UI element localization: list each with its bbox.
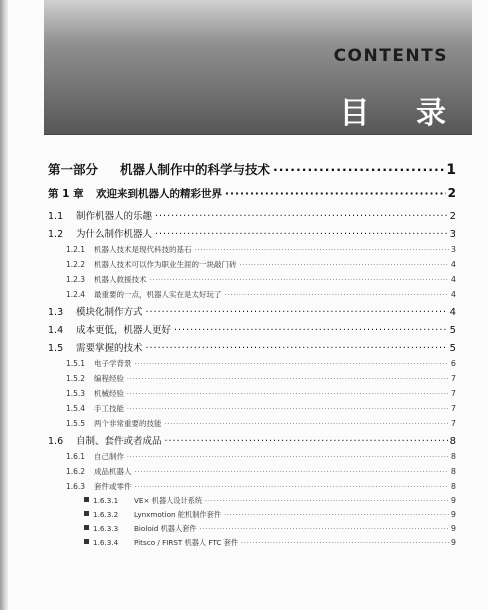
toc-entry-number: 1.2.4 (66, 290, 86, 299)
toc-entry-title: VE× 机器人设计系统 (134, 496, 203, 505)
dot-leader (146, 307, 448, 318)
toc-entry-subsub[interactable] (48, 524, 456, 538)
toc-entry-number (84, 524, 134, 533)
toc-entry-number (84, 510, 134, 519)
toc-entry-title: 成本更低，机器人更好 (76, 325, 172, 336)
toc-entry-chap[interactable] (48, 186, 456, 208)
toc-entry-title: 手工技能 (94, 404, 124, 413)
toc-entry-number: 1.5.3 (66, 389, 86, 398)
toc-entry-number-text: 1.6.3.1 (93, 496, 119, 505)
dot-leader (241, 538, 449, 547)
dot-leader (225, 290, 449, 299)
toc-entry-page: 4 (450, 260, 456, 269)
toc-entry-number-text: 1.6.3.2 (93, 510, 119, 519)
toc-entry-number: 1.6 (48, 436, 64, 447)
toc-entry-sub[interactable] (48, 244, 456, 259)
toc-entry-page: 7 (450, 419, 456, 428)
toc-entry-title: 自己制作 (94, 452, 124, 461)
toc-entry-page: 7 (450, 404, 456, 413)
toc-entry-number: 第一部分 (48, 162, 99, 177)
toc-entry-sub[interactable] (48, 289, 456, 304)
toc-entry-title: 两个非常重要的技能 (94, 419, 162, 428)
toc-entry-number: 1.2.3 (66, 275, 86, 284)
toc-entry-sub[interactable] (48, 466, 456, 481)
toc-entry-title: 需要掌握的技术 (76, 343, 143, 354)
toc-entry-title: 机器人救援技术 (94, 275, 147, 284)
toc-entry-number: 1.2 (48, 229, 64, 240)
toc-entry-page: 8 (450, 452, 456, 461)
dot-leader (155, 211, 448, 222)
toc-entry-title: Pitsco / FIRST 机器人 FTC 套件 (134, 538, 239, 547)
dot-leader (240, 260, 449, 269)
dot-leader (155, 229, 448, 240)
dot-leader (150, 275, 449, 284)
toc-entry-title: 机械经验 (94, 389, 124, 398)
toc-entry-page: 4 (450, 290, 456, 299)
toc-entry-title: 机器人技术是现代科技的基石 (94, 245, 192, 254)
toc-entry-title: 模块化制作方式 (76, 307, 143, 318)
toc-entry-number: 1.3 (48, 307, 64, 318)
toc-entry-page: 9 (450, 524, 456, 533)
toc-entry-number: 第 1 章 (48, 188, 84, 200)
toc-entry-subsub[interactable] (48, 538, 456, 552)
toc-entry-number: 1.5.1 (66, 359, 86, 368)
toc-entry-page: 3 (450, 245, 456, 254)
toc-entry-page: 2 (447, 186, 456, 200)
toc-entry-title: Bioloid 机器人套件 (134, 524, 197, 533)
toc-entry-sub[interactable] (48, 388, 456, 403)
dot-leader (195, 245, 449, 254)
toc-entry-sub[interactable] (48, 259, 456, 274)
toc-entry-title: 制作机器人的乐趣 (76, 211, 153, 222)
toc-entry-title: 机器人制作中的科学与技术 (120, 162, 271, 177)
book-spine-shadow (0, 0, 8, 610)
toc-entry-number: 1.6.2 (66, 467, 86, 476)
dot-leader (127, 404, 449, 413)
dot-leader (146, 343, 448, 354)
toc-entry-title: 自制、套件或者成品 (76, 436, 162, 447)
dot-leader (174, 325, 448, 336)
contents-label: CONTENTS (333, 46, 448, 66)
toc-entry-page: 5 (449, 325, 456, 336)
toc-entry-page: 2 (449, 211, 456, 222)
toc-entry-page: 9 (450, 538, 456, 547)
toc-entry-number (84, 538, 134, 547)
dot-leader (127, 452, 449, 461)
toc-entry-sec[interactable] (48, 226, 456, 244)
toc-entry-number: 1.2.2 (66, 260, 86, 269)
toc-entry-title: 电子学背景 (94, 359, 132, 368)
toc-entry-number: 1.5 (48, 343, 64, 354)
toc-entry-page: 1 (446, 162, 456, 178)
dot-leader (135, 359, 449, 368)
square-bullet-icon (84, 511, 89, 516)
toc-entry-title: Lynxmotion 舵机制作套件 (134, 510, 221, 519)
square-bullet-icon (84, 525, 89, 530)
dot-leader (224, 510, 449, 519)
toc-entry-sub[interactable] (48, 358, 456, 373)
toc-entry-number: 1.1 (48, 211, 64, 222)
toc-entry-sec[interactable] (48, 433, 456, 451)
toc-entry-page: 9 (450, 496, 456, 505)
toc-entry-sub[interactable] (48, 451, 456, 466)
dot-leader (165, 419, 449, 428)
dot-leader (273, 162, 444, 177)
toc-entry-sec[interactable] (48, 208, 456, 226)
toc-entry-sec[interactable] (48, 322, 456, 340)
toc-entry-sub[interactable] (48, 274, 456, 289)
toc-entry-page: 6 (450, 359, 456, 368)
toc-entry-number-text: 1.6.3.3 (93, 524, 119, 533)
toc-entry-number (84, 496, 134, 505)
dot-leader (165, 436, 448, 447)
toc-entry-page: 8 (450, 467, 456, 476)
toc-entry-page: 7 (450, 374, 456, 383)
toc-entry-number: 1.6.1 (66, 452, 86, 461)
toc-entry-title: 最重要的一点，机器人实在是太好玩了 (94, 290, 222, 299)
toc-entry-number-text: 1.6.3.4 (93, 538, 119, 547)
toc-entry-sub[interactable] (48, 481, 456, 496)
dot-leader (127, 374, 449, 383)
toc-entry-title: 套件或零件 (94, 482, 132, 491)
toc-entry-number: 1.5.5 (66, 419, 86, 428)
toc-entry-sec[interactable] (48, 340, 456, 358)
toc-entry-title: 编程经验 (94, 374, 124, 383)
toc-entry-sub[interactable] (48, 403, 456, 418)
toc-entry-page: 8 (450, 482, 456, 491)
toc-entry-number: 1.6.3 (66, 482, 86, 491)
dot-leader (225, 188, 446, 200)
toc-entry-sec[interactable] (48, 304, 456, 322)
dot-leader (135, 482, 449, 491)
toc-entry-title: 成品机器人 (94, 467, 132, 476)
toc-entry-number: 1.4 (48, 325, 64, 336)
toc-entry-title: 为什么制作机器人 (76, 229, 153, 240)
toc-entry-title: 机器人技术可以作为职业生涯的一块敲门砖 (94, 260, 237, 269)
toc-entry-title: 欢迎来到机器人的精彩世界 (96, 188, 222, 200)
dot-leader (127, 389, 449, 398)
page-title: 目 录 (339, 96, 464, 131)
square-bullet-icon (84, 539, 89, 544)
table-of-contents (48, 160, 456, 552)
toc-entry-page: 3 (449, 229, 456, 240)
toc-entry-number: 1.2.1 (66, 245, 86, 254)
toc-entry-subsub[interactable] (48, 510, 456, 524)
dot-leader (200, 524, 449, 533)
toc-entry-part[interactable] (48, 160, 456, 184)
dot-leader (205, 496, 449, 505)
dot-leader (135, 467, 449, 476)
toc-entry-page: 7 (450, 389, 456, 398)
square-bullet-icon (84, 497, 89, 502)
toc-entry-sub[interactable] (48, 418, 456, 433)
toc-entry-sub[interactable] (48, 373, 456, 388)
toc-entry-subsub[interactable] (48, 496, 456, 510)
toc-entry-number: 1.5.4 (66, 404, 86, 413)
toc-entry-page: 5 (449, 343, 456, 354)
toc-entry-number: 1.5.2 (66, 374, 86, 383)
toc-entry-page: 4 (450, 275, 456, 284)
toc-entry-page: 4 (449, 307, 456, 318)
toc-entry-page: 8 (449, 436, 456, 447)
toc-entry-page: 9 (450, 510, 456, 519)
